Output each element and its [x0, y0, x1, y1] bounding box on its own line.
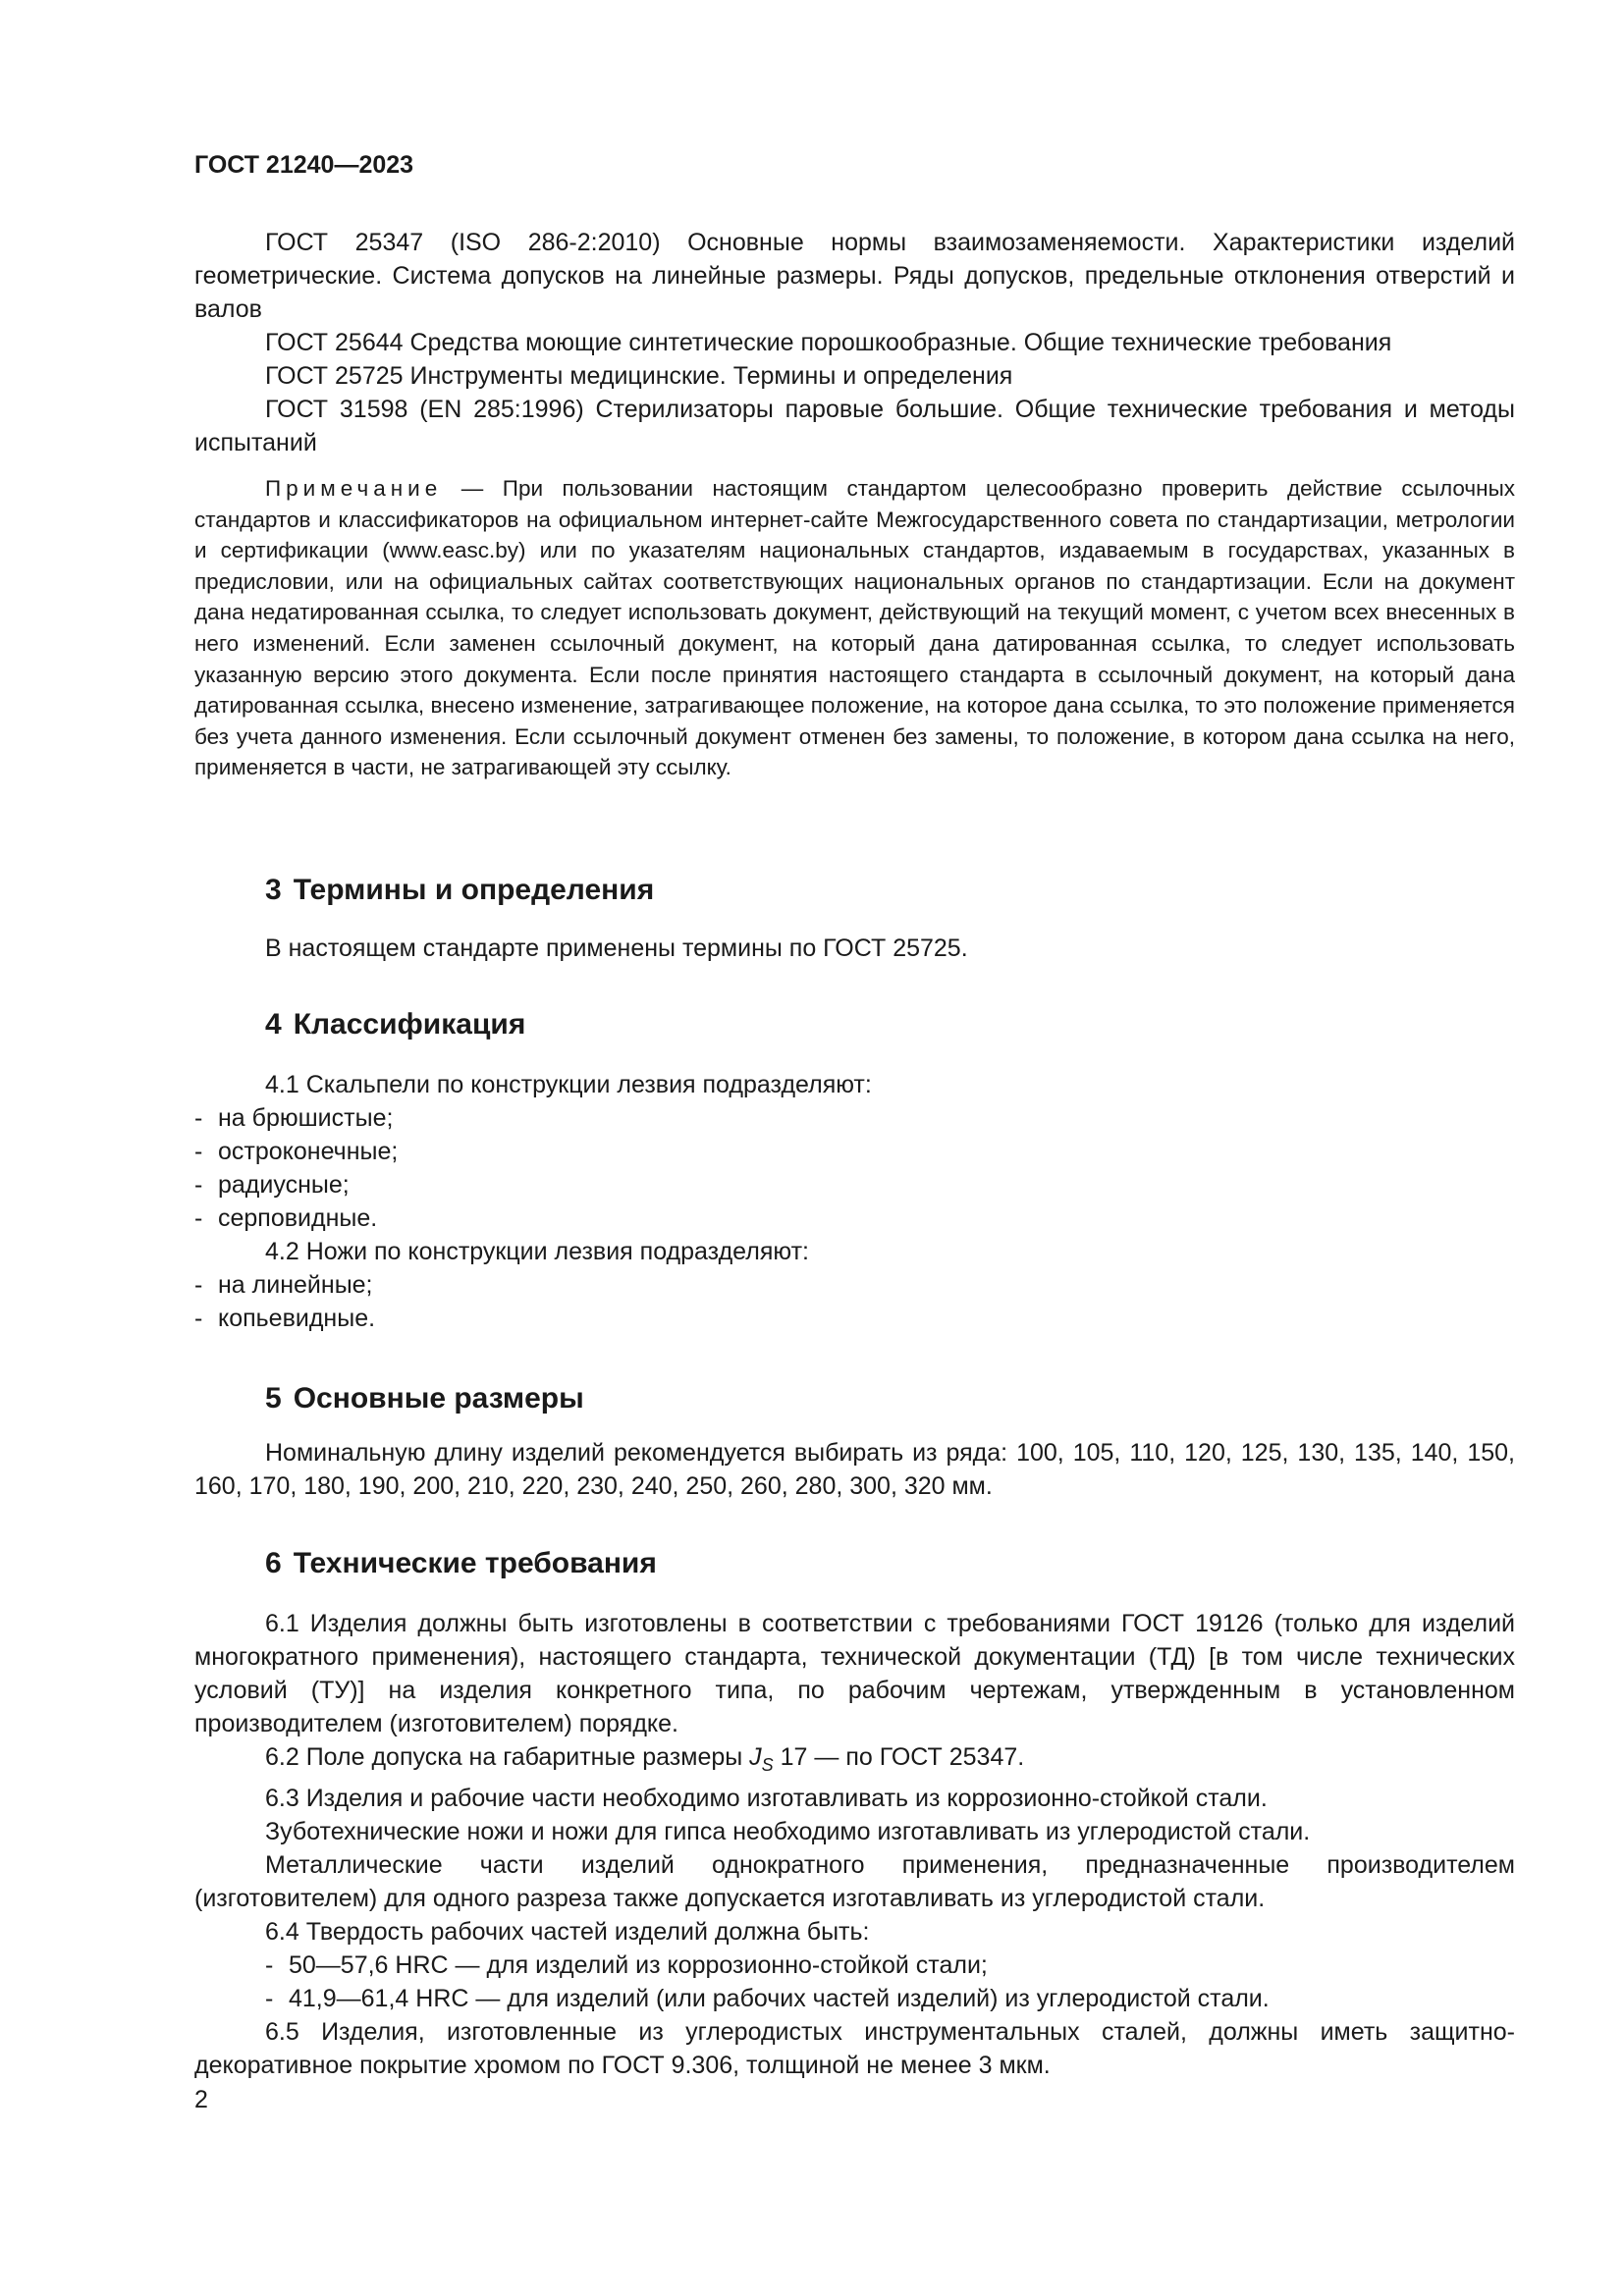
section-4 [194, 1005, 1515, 1044]
section-heading: 4 Классификация [265, 1008, 526, 1041]
reference-item: ГОСТ 31598 (EN 285:1996) Стерилизаторы паровые большие. Общие технические требования и методы испытаний [194, 396, 1515, 456]
reference-item: ГОСТ 25347 (ISO 286-2:2010) Основные нормы взаимозаменяемости. Характеристики изделий геометрические. Система допусков на линейные размеры. Ряды допусков, предельные отклонения отверстий и валов [194, 229, 1515, 323]
page-number: 2 [194, 2086, 208, 2113]
section-3 [194, 871, 1515, 910]
clause-6-1: 6.1 Изделия должны быть изготовлены в соответствии с требованиями ГОСТ 19126 (только для изделий многократного применения), настоящего стандарта, технической документации (ТД) [в том числе технических условий (ТУ)] на изделия конкретного типа, по рабочим чертежам, утвержденным в установленном производителем (изготовителем) порядке. [194, 1610, 1515, 1737]
references-list [194, 226, 1515, 459]
list-item: - серповидные. [194, 1204, 378, 1232]
list-item: - на линейные; [194, 1271, 373, 1299]
document-header: ГОСТ 21240—2023 [194, 151, 414, 179]
clause-6-5: 6.5 Изделия, изготовленные из углеродистых инструментальных сталей, должны иметь защитно-декоративное покрытие хромом по ГОСТ 9.306, толщиной не менее 3 мкм. [194, 2018, 1515, 2079]
clause-6-2: 6.2 Поле допуска на габаритные размеры $J_S$ 17 — по ГОСТ 25347. [265, 1743, 1025, 1775]
clause-6-3: 6.3 Изделия и рабочие части необходимо изготавливать из коррозионно-стойкой стали. [265, 1785, 1268, 1812]
list-item: - 50—57,6 HRC — для изделий из коррозионно-стойкой стали; [265, 1951, 988, 1979]
section-4-content [194, 1068, 1515, 1335]
clause-6-4: 6.4 Твердость рабочих частей изделий должна быть: [265, 1918, 870, 1946]
note-block [194, 473, 1515, 783]
section-5-text: Номинальную длину изделий рекомендуется выбирать из ряда: 100, 105, 110, 120, 125, 130, 135, 140, 150, 160, 170, 180, 190, 200, 210, 220, 230, 240, 250, 260, 280, 300, 320 мм. [194, 1439, 1515, 1500]
section-6 [194, 1544, 1515, 1583]
list-item: - копьевидные. [194, 1305, 376, 1332]
list-item: - остроконечные; [194, 1138, 399, 1165]
section-6-content [194, 1607, 1515, 2082]
section-heading: 3 Термины и определения [265, 874, 655, 906]
list-item: - 41,9—61,4 HRC — для изделий (или рабочих частей изделий) из углеродистой стали. [265, 1985, 1270, 2012]
section-heading: 6 Технические требования [265, 1547, 657, 1579]
note-text: — При пользовании настоящим стандартом целесообразно проверить действие ссылочных стандартов и классификаторов на официальном интернет-сайте Межгосударственного совета по стандартизации, метрологии и сертификации (www.easc.by) или по указателям национальных стандартов, издаваемым в государствах, указанных в предисловии, или на официальных сайтах соответствующих национальных органов по стандартизации. Если на документ дана недатированная ссылка, то следует использовать документ, действующий на текущий момент, с учетом всех внесенных в него изменений. Если заменен ссылочный документ, на который дана датированная ссылка, то следует использовать указанную версию этого документа. Если после принятия настоящего стандарта в ссылочный документ, на который дана датированная ссылка, внесено изменение, затрагивающее положение, на которое дана ссылка, то это положение применяется без учета данного изменения. Если ссылочный документ отменен без замены, то положение, в котором дана ссылка на него, применяется в части, не затрагивающей эту ссылку. [194, 476, 1515, 780]
note-label: Примечание [265, 476, 443, 501]
section-3-text: В настоящем стандарте применены термины по ГОСТ 25725. [265, 934, 968, 962]
reference-item: ГОСТ 25725 Инструменты медицинские. Термины и определения [265, 362, 1013, 390]
clause-4-2: 4.2 Ножи по конструкции лезвия подразделяют: [265, 1238, 809, 1265]
clause-6-3-b: Зуботехнические ножи и ножи для гипса необходимо изготавливать из углеродистой стали. [265, 1818, 1311, 1845]
clause-6-3-c: Металлические части изделий однократного применения, предназначенные производителем (изготовителем) для одного разреза также допускается изготавливать из углеродистой стали. [194, 1851, 1515, 1912]
clause-4-1: 4.1 Скальпели по конструкции лезвия подразделяют: [265, 1071, 872, 1098]
list-item: - на брюшистые; [194, 1104, 394, 1132]
section-5 [194, 1379, 1515, 1418]
list-item: - радиусные; [194, 1171, 350, 1199]
section-heading: 5 Основные размеры [265, 1382, 584, 1415]
reference-item: ГОСТ 25644 Средства моющие синтетические порошкообразные. Общие технические требования [265, 329, 1392, 356]
